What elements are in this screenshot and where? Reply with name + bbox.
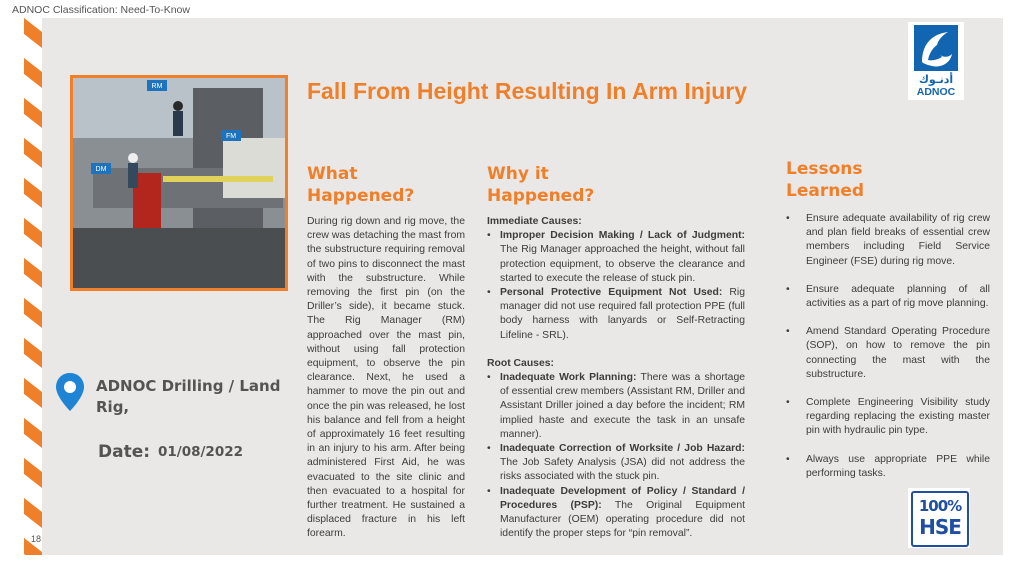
why-happened-heading-line1: Why it <box>487 164 549 184</box>
date-value: 01/08/2022 <box>158 444 244 460</box>
lessons-heading-line2: Learned <box>786 181 865 201</box>
cause-text: Rig manager did not use required fall protection PPE (full body harness with lanyards or Self-Retracting Lifeline - SRL). <box>500 287 745 341</box>
why-happened-heading-line2: Happened? <box>487 186 595 206</box>
incident-photo <box>70 75 288 291</box>
cause-label: Improper Decision Making / Lack of Judgment: <box>500 230 745 242</box>
lesson-item: • Ensure adequate availability of rig crew and plan field breaks of essential crew members including Field Service Engineer (FSE) during rig move. <box>786 212 990 269</box>
photo-label-dm: DM <box>95 166 107 173</box>
hse-badge-text: HSE <box>919 515 961 539</box>
hse-badge <box>908 488 970 548</box>
cause-text: There was a shortage of essential crew members (Assistant RM, Driller and Assistant Driller joined a day before the incident; RM implied haste and execute the task in an unsafe manner). <box>500 372 745 440</box>
cause-label: Inadequate Work Planning: <box>500 372 637 384</box>
lesson-item: • Amend Standard Operating Procedure (SOP), on how to remove the pin connecting the mast with the substructure. <box>786 325 990 382</box>
what-happened-heading-line1: What <box>307 164 358 184</box>
lessons-learned-heading <box>786 158 864 202</box>
root-causes-title: Root Causes: <box>487 357 554 369</box>
root-cause-item <box>487 485 745 542</box>
immediate-cause-item <box>487 229 745 286</box>
immediate-causes-list <box>487 229 745 343</box>
immediate-causes-title: Immediate Causes: <box>487 216 582 227</box>
root-causes-list <box>487 371 745 541</box>
page-number: 18 <box>31 534 42 544</box>
root-cause-item <box>487 371 745 442</box>
hse-badge-percent: 100% <box>918 497 962 515</box>
what-happened-text: During rig down and rig move, the crew was detaching the mast from the substructure requiring removal of two pins to disconnect the mast with the substructure. While removing the first pin (on the Driller’s side), it became stuck. The Rig Manager (RM) approached over the mast pin, without using fall protection equipment, to observe the pin clearance. Next, he used a hammer to move the pin out and once the pin was released, he lost his balance and fell from a height of approximately 16 feet resulting in an injury to his arm. After being administered First Aid, he was evacuated to the site clinic and then evacuated to a hospital for further treatment. He sustained a displaced fracture in his left forearm. <box>307 216 465 540</box>
lesson-item: • Complete Engineering Visibility study regarding replacing the existing master pin with hydraulic pin type. <box>786 396 990 439</box>
why-happened-content <box>487 215 745 541</box>
photo-label-rm: RM <box>151 83 163 90</box>
cause-text: The Original Equipment Manufacturer (OEM) operating procedure did not identify the proper steps for “pin removal”. <box>500 499 746 540</box>
adnoc-logo-arabic: أدنـوك <box>918 73 954 86</box>
adnoc-logo <box>908 22 964 100</box>
cause-label: Inadequate Development of Policy / Standard / Procedures (PSP): <box>500 485 745 511</box>
lesson-item: • Always use appropriate PPE while performing tasks. <box>786 453 990 481</box>
lessons-heading-line1: Lessons <box>786 159 863 179</box>
adnoc-logo-icon <box>908 22 964 72</box>
adnoc-logo-english: ADNOC <box>916 86 956 98</box>
page-title: Fall From Height Resulting In Arm Injury <box>307 78 748 104</box>
hse-badge-frame <box>911 491 969 547</box>
cause-label: Personal Protective Equipment Not Used: <box>500 287 723 299</box>
lessons-learned-content <box>786 212 990 495</box>
lessons-list <box>786 212 990 481</box>
immediate-cause-item <box>487 286 745 343</box>
cause-text: The Rig Manager approached the height, without fall protection equipment, to observe the clearance and started to execute the release of stuck pin. <box>500 244 745 284</box>
cause-label: Inadequate Correction of Worksite / Job Hazard: <box>500 443 745 455</box>
why-happened-heading <box>487 163 594 207</box>
what-happened-heading <box>307 163 414 207</box>
decorative-stripes <box>24 18 42 555</box>
location-text: ADNOC Drilling / Land Rig, <box>96 377 281 416</box>
slide <box>24 18 1003 555</box>
cause-text: The Job Safety Analysis (JSA) did not address the risks associated with the stuck pin. <box>500 457 745 483</box>
classification-label: ADNOC Classification: Need-To-Know <box>12 4 190 16</box>
date-label: Date: <box>98 442 151 462</box>
root-cause-item <box>487 442 745 485</box>
lesson-item: • Ensure adequate planning of all activities as a part of rig move planning. <box>786 283 990 311</box>
what-happened-heading-line2: Happened? <box>307 186 415 206</box>
photo-label-fm: FM <box>225 133 237 140</box>
location-pin-icon <box>54 372 86 412</box>
